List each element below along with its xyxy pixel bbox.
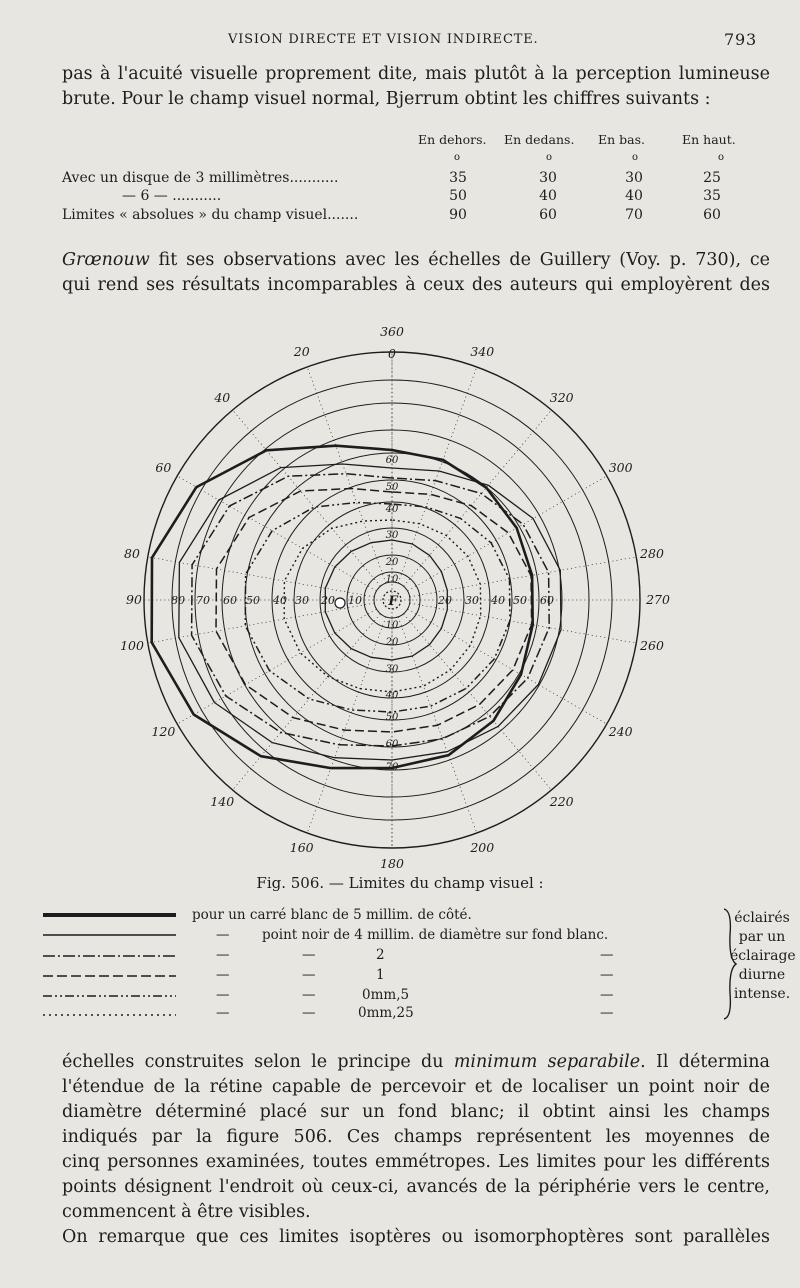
isopter-dashdotdot [245, 503, 510, 713]
legend-row [40, 987, 770, 1007]
isopter-solid [179, 464, 561, 760]
legend-ditto: — [216, 1005, 230, 1021]
legend-ditto: — [216, 967, 230, 983]
figure-caption: Fig. 506. — Limites du champ visuel : [256, 874, 544, 892]
cell: 35 [449, 170, 467, 186]
degree-mark: o [546, 152, 553, 163]
angle-label: 40 [214, 389, 231, 405]
spoke-line [404, 410, 552, 586]
angle-label: 140 [210, 794, 235, 810]
text-line: cinq personnes examinées, toutes emmétropes. Les limites pour les différents [62, 1152, 770, 1172]
degree-mark: o [454, 152, 461, 163]
text-line: On remarque que ces limites isoptères ou isomorphoptères sont parallèles [62, 1227, 770, 1247]
text-line [62, 1050, 770, 1075]
row-label: Limites « absolues » du champ visuel....... [62, 207, 359, 223]
note-line: intense. [733, 986, 791, 1002]
note-line: par un [738, 929, 786, 945]
text-line: brute. Pour le champ visuel normal, Bjerrum obtint les chiffres suivants : [62, 89, 711, 109]
vertical-scale-label: 10 [385, 574, 399, 585]
text-run: échelles construites selon le principe du [62, 1052, 454, 1072]
angle-label: 320 [549, 389, 574, 405]
cell: 50 [449, 188, 467, 204]
visual-field-diagram [0, 318, 800, 878]
angle-label: 260 [640, 637, 664, 653]
legend-text: 1 [376, 967, 385, 983]
col-header-dedans: En dedans. [504, 132, 575, 147]
cell: 25 [703, 170, 721, 186]
angle-label: 100 [120, 637, 144, 653]
text-line: pas à l'acuité visuelle proprement dite, mais plutôt à la perception lumineuse [62, 64, 770, 84]
horizontal-scale-label: 70 [196, 594, 210, 607]
angle-label: 270 [646, 592, 670, 607]
angle-label: 80 [124, 546, 140, 562]
cell: 35 [703, 188, 721, 204]
horizontal-scale-label: 60 [223, 594, 237, 607]
cell: 40 [625, 188, 643, 204]
horizontal-scale-label: 10 [348, 594, 362, 607]
blind-spot-mark [335, 598, 345, 608]
vertical-scale-label: 10 [385, 620, 399, 631]
paragraph-2 [62, 248, 770, 298]
col-header-dehors: En dehors. [418, 132, 487, 147]
legend-row [40, 947, 770, 967]
angle-label: 340 [470, 343, 495, 359]
vertical-scale-label: 20 [385, 557, 399, 568]
text-line: diamètre déterminé placé sur un fond blanc; il obtint ainsi les champs [62, 1102, 770, 1122]
running-header [0, 30, 800, 50]
cell: 60 [703, 207, 721, 223]
horizontal-scale-label: 20 [321, 594, 335, 607]
horizontal-scale-label: 50 [513, 594, 527, 607]
col-header-haut: En haut. [682, 132, 736, 147]
vertical-scale-label: 30 [385, 530, 399, 541]
cell: 70 [625, 207, 643, 223]
isopter-dash [216, 489, 532, 733]
vertical-scale-label: 60 [385, 455, 399, 466]
legend-ditto: — [216, 947, 230, 963]
vertical-scale-label: 40 [385, 504, 399, 515]
cell: 90 [449, 207, 467, 223]
legend-ditto: — [600, 1005, 614, 1021]
degree-mark: o [632, 152, 639, 163]
legend-ditto: — [302, 947, 316, 963]
legend-text: 0mm,5 [362, 987, 410, 1003]
horizontal-scale-label: 80 [171, 594, 185, 607]
legend-ditto: — [302, 1005, 316, 1021]
legend-row [40, 907, 770, 927]
page-number: 793 [724, 30, 757, 49]
angle-label: 20 [293, 343, 310, 359]
horizontal-scale-label: 40 [273, 594, 287, 607]
note-line: éclairage [730, 948, 796, 964]
text-line: qui rend ses résultats incomparables à ceux des auteurs qui employèrent des [62, 275, 770, 295]
spoke-line [233, 410, 381, 586]
vertical-scale-label: 70 [385, 762, 399, 773]
row-label: — 6 — ........... [122, 188, 222, 204]
legend-ditto: — [600, 967, 614, 983]
cell: 30 [539, 170, 557, 186]
text-run: fit ses observations avec les échelles de Guillery (Voy. p. 730), ce [149, 250, 770, 270]
vertical-scale-label: 50 [385, 482, 399, 493]
paragraph-1 [62, 62, 770, 112]
text-line: commencent à être visibles. [62, 1202, 311, 1222]
legend-text: point noir de 4 millim. de diamètre sur fond blanc. [262, 927, 609, 943]
angle-label: 360 [380, 324, 404, 339]
text-line: l'étendue de la rétine capable de percevoir et de localiser un point noir de [62, 1077, 770, 1097]
vertical-scale-label: 50 [385, 712, 399, 723]
angle-label: 300 [608, 460, 633, 475]
text-line: points désignent l'endroit où ceux-ci, avancés de la périphérie vers le centre, [62, 1177, 770, 1197]
horizontal-scale-label: 60 [540, 594, 554, 607]
vertical-scale-label: 20 [385, 637, 399, 648]
legend-ditto: — [302, 967, 316, 983]
note-line: éclairés [734, 910, 790, 926]
cell: 60 [539, 207, 557, 223]
cell: 30 [625, 170, 643, 186]
note-line: diurne [738, 967, 786, 983]
text-line: indiqués par la figure 506. Ces champs représentent les moyennes de [62, 1127, 770, 1147]
figure-legend [40, 905, 796, 1025]
legend-text: pour un carré blanc de 5 millim. de côté. [192, 907, 472, 923]
angle-label: 120 [151, 724, 176, 739]
legend-ditto: — [600, 947, 614, 963]
spoke-line [148, 557, 375, 597]
horizontal-scale-label: 30 [295, 594, 309, 607]
legend-text: 2 [376, 947, 385, 963]
center-label: F [388, 594, 398, 609]
horizontal-scale-label: 40 [491, 594, 505, 607]
row-label: Avec un disque de 3 millimètres........... [62, 170, 339, 186]
angle-label: 280 [640, 546, 664, 562]
horizontal-scale-label: 20 [438, 594, 452, 607]
angle-label: 200 [470, 840, 495, 856]
angle-label: 220 [549, 794, 574, 810]
paragraph-3 [62, 1050, 770, 1250]
angle-label: 60 [155, 460, 172, 475]
angle-label: 90 [126, 592, 142, 607]
vertical-scale-label: 30 [385, 664, 399, 675]
legend-ditto: — [216, 987, 230, 1003]
legend-row [40, 967, 770, 987]
text-line [62, 248, 770, 273]
lighting-note [730, 909, 794, 1004]
legend-text: 0mm,25 [358, 1005, 414, 1021]
vertical-scale-label: 60 [385, 739, 399, 750]
legend-ditto: — [600, 987, 614, 1003]
author-name: Grœnouw [62, 250, 150, 270]
spoke-line [148, 603, 375, 643]
legend-row [40, 1005, 770, 1025]
latin-term: minimum separabile [453, 1052, 641, 1072]
text-run: . Il détermina [640, 1052, 770, 1072]
angle-label: 240 [608, 724, 633, 739]
vertical-scale-label: 40 [385, 690, 399, 701]
degree-mark: o [718, 152, 725, 163]
angle-label: 160 [289, 840, 314, 856]
angle-label: 0 [388, 346, 396, 361]
running-title: VISION DIRECTE ET VISION INDIRECTE. [228, 32, 539, 47]
angle-label: 180 [380, 856, 404, 871]
horizontal-scale-label: 30 [465, 594, 479, 607]
spoke-line [307, 617, 386, 833]
cell: 40 [539, 188, 557, 204]
legend-row [40, 927, 770, 947]
legend-ditto: — [302, 987, 316, 1003]
legend-ditto: — [216, 927, 230, 943]
col-header-bas: En bas. [598, 132, 645, 147]
spoke-line [177, 476, 376, 591]
horizontal-scale-label: 50 [246, 594, 260, 607]
